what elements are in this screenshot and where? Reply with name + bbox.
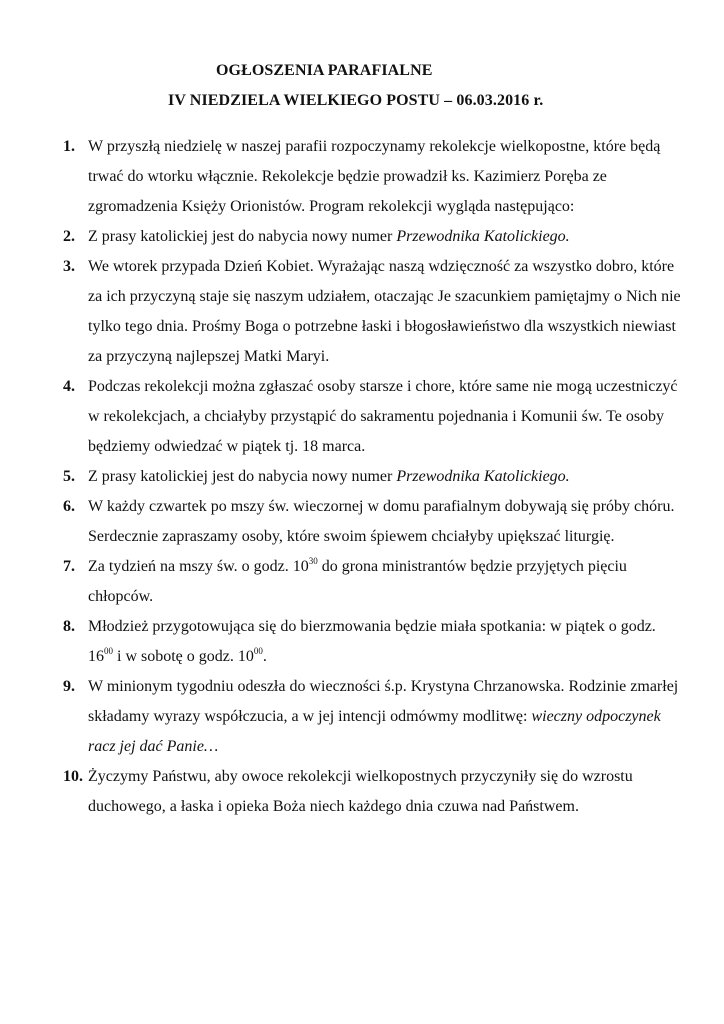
page-title: OGŁOSZENIA PARAFIALNE	[216, 62, 433, 79]
time-superscript: 30	[308, 556, 318, 566]
item-number: 5.	[63, 468, 75, 485]
item-number: 10.	[63, 768, 83, 785]
item-number: 6.	[63, 498, 75, 515]
page-subtitle: IV NIEDZIELA WIELKIEGO POSTU – 06.03.2016 r.	[168, 92, 544, 109]
announcements-list	[63, 132, 683, 822]
list-item	[63, 612, 683, 672]
list-item	[63, 252, 683, 372]
item-text: Z prasy katolickiej jest do nabycia nowy numer	[88, 468, 393, 485]
item-text: Z prasy katolickiej jest do nabycia nowy numer	[88, 228, 393, 245]
list-item	[63, 132, 683, 222]
item-text: W minionym tygodniu odeszła do wieczności ś.p. Krystyna Chrzanowska. Rodzinie zmarłej składamy wyrazy współczucia, a w jej intencji odmówmy modlitwę:	[88, 678, 679, 725]
item-number: 9.	[63, 678, 75, 695]
list-item	[63, 672, 683, 762]
item-number: 2.	[63, 228, 75, 245]
item-text: Podczas rekolekcji można zgłaszać osoby starsze i chore, które same nie mogą uczestniczyć w rekolekcjach, a chciałyby przystąpić do sakramentu pojednania i Komunii św. Te osoby będziemy odwiedzać w piątek tj. 18 marca.	[88, 378, 678, 455]
list-item	[63, 762, 683, 822]
list-item	[63, 492, 683, 552]
item-text: W przyszłą niedzielę w naszej parafii rozpoczynamy rekolekcje wielkopostne, które będą trwać do wtorku włącznie. Rekolekcje będzie prowadził ks. Kazimierz Poręba ze zgromadzenia Księży Orionistów. Program rekolekcji wygląda następująco:	[88, 138, 661, 215]
item-text: Życzymy Państwu, aby owoce rekolekcji wielkopostnych przyczyniły się do wzrostu duchowego, a łaska i opieka Boża niech każdego dnia czuwa nad Państwem.	[88, 768, 633, 815]
time-superscript: 00	[253, 646, 263, 656]
item-text: Młodzież przygotowująca się do bierzmowania będzie miała spotkania: w piątek o godz. 16	[88, 618, 656, 665]
list-item	[63, 462, 683, 492]
item-text: W każdy czwartek po mszy św. wieczornej w domu parafialnym dobywają się próby chóru. Serdecznie zapraszamy osoby, które swoim śpiewem chciałyby upiększać liturgię.	[88, 498, 675, 545]
item-italic-text: wieczny odpoczynek racz jej dać Panie…	[88, 708, 661, 755]
item-number: 4.	[63, 378, 75, 395]
list-item	[63, 552, 683, 612]
time-superscript: 00	[104, 646, 113, 656]
item-text: Za tydzień na mszy św. o godz. 10	[88, 558, 309, 575]
item-italic-text: Przewodnika Katolickiego.	[396, 228, 570, 245]
list-item	[63, 372, 683, 462]
item-italic-text: Przewodnika Katolickiego.	[396, 468, 570, 485]
item-text: We wtorek przypada Dzień Kobiet. Wyrażając naszą wdzięczność za wszystko dobro, które za ich przyczyną staje się naszym udziałem, otaczając Je szacunkiem pamiętajmy o Nich nie tylko tego dnia. Prośmy Boga o potrzebne łaski i błogosławieństwo dla wszystkich niewiast za przyczyną najlepszej Matki Maryi.	[88, 258, 681, 365]
item-number: 1.	[63, 138, 75, 155]
item-number: 8.	[63, 618, 75, 635]
item-text: .	[262, 648, 267, 665]
item-number: 3.	[63, 258, 75, 275]
item-text: i w sobotę o godz. 10	[113, 648, 254, 665]
item-number: 7.	[63, 558, 75, 575]
item-text: do grona ministrantów będzie przyjętych pięciu chłopców.	[88, 558, 627, 605]
list-item	[63, 222, 683, 252]
